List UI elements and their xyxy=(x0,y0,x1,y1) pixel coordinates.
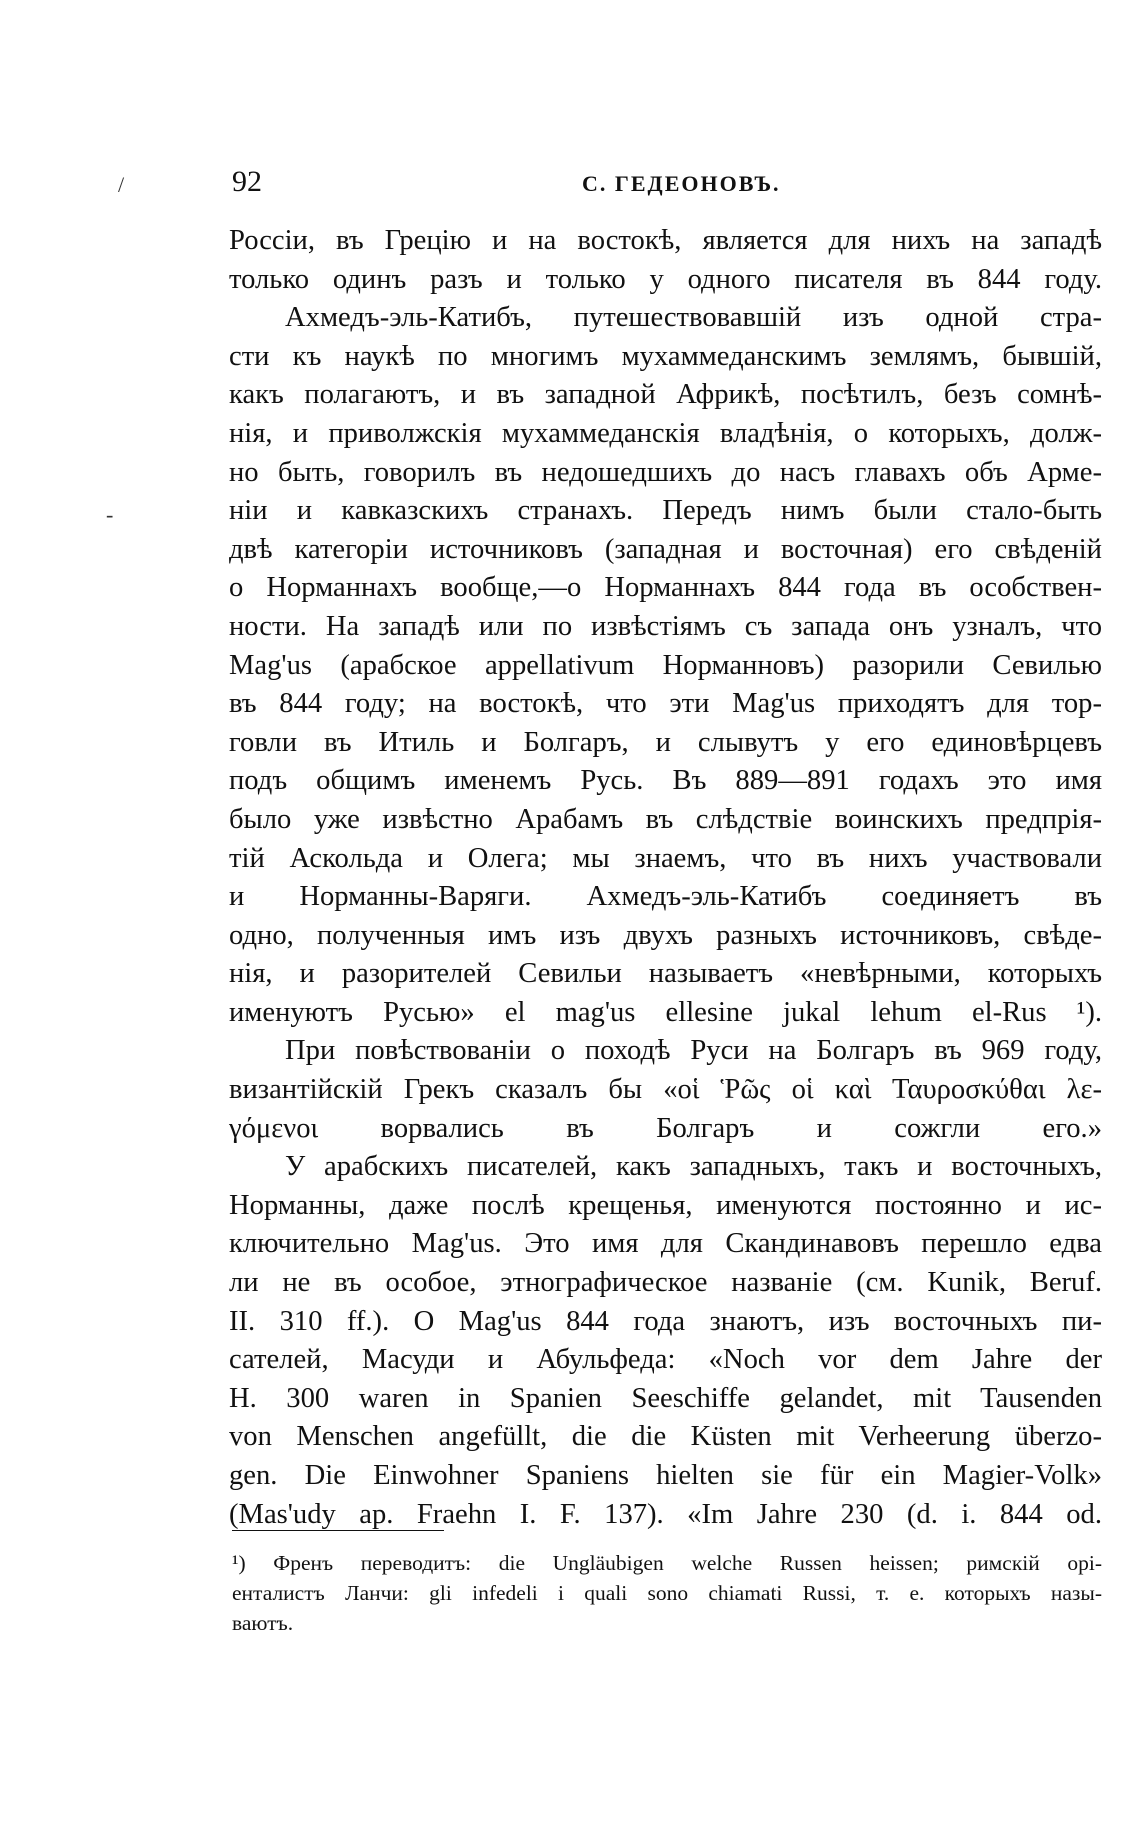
page-number: 92 xyxy=(232,165,262,198)
footnote-line: ваютъ. xyxy=(232,1611,294,1635)
text-line: Ахмедъ-эль-Катибъ, путешествовавшій изъ одной стра- xyxy=(285,302,1102,334)
margin-mark-slash: / xyxy=(118,172,125,197)
text-line: говли въ Итиль и Болгаръ, и слывутъ у его единовѣрцевъ xyxy=(229,726,1102,758)
margin-mark-dash: - xyxy=(106,502,114,527)
body-text xyxy=(229,222,1102,1534)
text-line: именуютъ Русью» el mag'us ellesine jukal lehum el-Rus ¹). xyxy=(229,996,1102,1028)
text-line: ли не въ особое, этнографическое названіе (см. Kunik, Beruf. xyxy=(229,1267,1102,1299)
running-head: С. ГЕДЕОНОВЪ. xyxy=(582,171,781,196)
text-line: двѣ категоріи источниковъ (западная и восточная) его свѣдeній xyxy=(229,533,1102,565)
text-line: Россіи, въ Грецію и на востокѣ, является для нихъ на западѣ xyxy=(229,225,1102,256)
footnote-line: енталистъ Ланчи: gli infedeli i quali sono chiamati Russi, т. е. которыхъ назы- xyxy=(232,1581,1102,1605)
text-line: и Норманны-Варяги. Ахмедъ-эль-Катибъ соединяетъ въ xyxy=(229,881,1102,913)
text-line: но быть, говорилъ въ недошедшихъ до насъ главахъ объ Арме- xyxy=(229,456,1102,488)
text-line: нія, и разорителей Севильи называетъ «невѣрными, которыхъ xyxy=(229,958,1102,990)
page-header xyxy=(232,165,1100,205)
paragraph xyxy=(229,1148,1102,1534)
text-line: ключительно Mag'us. Это имя для Скандинавовъ перешло едва xyxy=(229,1228,1102,1260)
text-line: II. 310 ff.). О Mag'us 844 года знаютъ, изъ восточныхъ пи- xyxy=(229,1305,1102,1337)
text-line: von Menschen angefüllt, die die Küsten mit Verheerung überzo- xyxy=(229,1421,1102,1453)
footnote-divider xyxy=(232,1530,444,1531)
text-line: У арабскихъ писателей, какъ западныхъ, такъ и восточныхъ, xyxy=(285,1151,1102,1183)
text-line: было уже извѣстно Арабамъ въ слѣдствіе воинскихъ предпрія- xyxy=(229,803,1102,835)
text-line: тій Аскольда и Олега; мы знаемъ, что въ нихъ участвовали xyxy=(229,842,1102,874)
paragraph xyxy=(229,299,1102,1032)
text-line: одно, полученныя имъ изъ двухъ разныхъ источниковъ, свѣде- xyxy=(229,919,1102,951)
footnote-line: ¹) Френъ переводитъ: die Ungläubigen welche Russen heissen; римскій орі- xyxy=(232,1551,1102,1575)
text-line: въ 844 году; на востокѣ, что эти Mag'us приходятъ для тор- xyxy=(229,688,1102,720)
text-line: сателей, Масуди и Абульфеда: «Noch vor dem Jahre der xyxy=(229,1344,1102,1376)
text-line: Mag'us (арабское appellativum Норманновъ) разорили Севилью xyxy=(229,649,1102,681)
text-line: о Норманнахъ вообще,—о Норманнахъ 844 года въ особствен- xyxy=(229,572,1102,604)
text-line: только одинъ разъ и только у одного писателя въ 844 году. xyxy=(229,263,1102,295)
text-line: γόμενοι ворвались въ Болгаръ и сожгли его.» xyxy=(229,1112,1102,1144)
paragraph xyxy=(229,222,1102,299)
text-line: (Mas'udy ap. Fraehn I. F. 137). «Im Jahre 230 (d. i. 844 od. xyxy=(229,1498,1102,1530)
text-line: H. 300 waren in Spanien Seeschiffe gelandet, mit Tausenden xyxy=(229,1382,1102,1414)
text-line: византійскій Грекъ сказалъ бы «οἱ Ῥῶς οἱ καὶ Ταυροσκύθαι λε- xyxy=(229,1074,1102,1106)
text-line: Норманны, даже послѣ крещенья, именуются постоянно и ис- xyxy=(229,1189,1102,1221)
text-line: При повѣствованіи о походѣ Руси на Болгаръ въ 969 году, xyxy=(285,1035,1102,1067)
footnotes xyxy=(232,1548,1102,1638)
text-line: ніи и кавказскихъ странахъ. Передъ нимъ были стало-быть xyxy=(229,495,1102,527)
text-line: gen. Die Einwohner Spaniens hielten sie für ein Magier-Volk» xyxy=(229,1460,1102,1491)
text-line: какъ полагаютъ, и въ западной Африкѣ, посѣтилъ, безъ сомнѣ- xyxy=(229,379,1102,411)
text-line: подъ общимъ именемъ Русь. Въ 889—891 годахъ это имя xyxy=(229,765,1102,797)
text-line: сти къ наукѣ по многимъ мухаммеданскимъ землямъ, бывшій, xyxy=(229,340,1102,372)
text-line: ности. На западѣ или по извѣстіямъ съ запада онъ узналъ, что xyxy=(229,610,1102,642)
paragraph xyxy=(229,1032,1102,1148)
text-line: нія, и приволжскія мухаммеданскія владѣнія, о которыхъ, долж- xyxy=(229,417,1102,449)
